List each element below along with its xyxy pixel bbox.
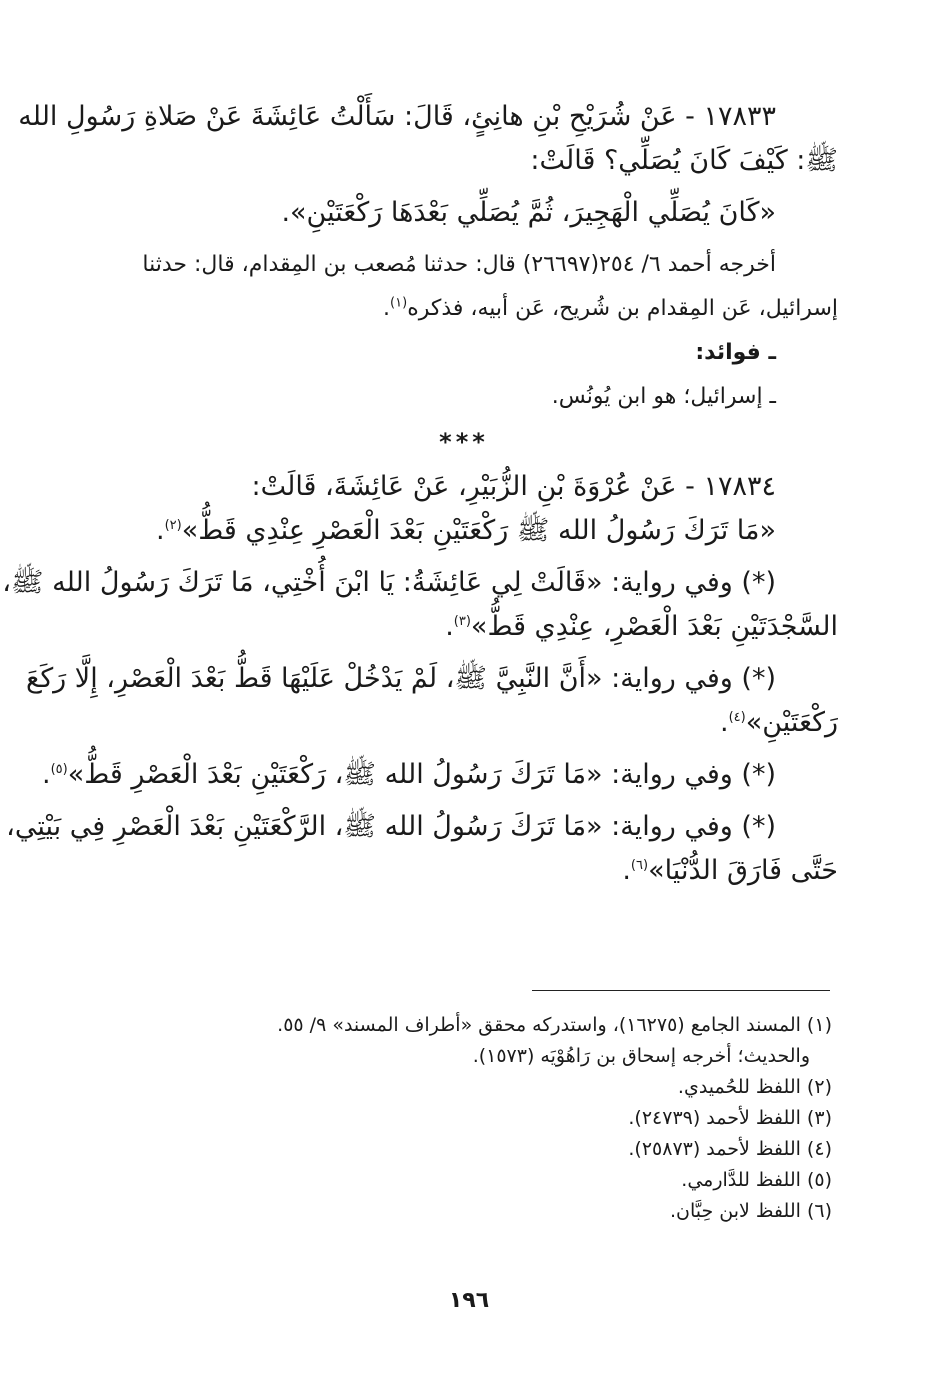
footnote-6: (٦) اللفظ لابن حِبَّان. — [669, 1200, 832, 1222]
riwaya-4-line-2-text: حَتَّى فَارَقَ الدُّنْيَا» — [648, 855, 838, 886]
riwaya-4-end: . — [622, 855, 631, 886]
riwaya-2-line-2-text: رَكْعَتَيْنِ» — [745, 707, 838, 738]
riwaya-3-end: . — [42, 759, 51, 790]
riwaya-2-end: . — [719, 707, 729, 738]
section-separator: *** — [439, 428, 489, 456]
footnote-2: (٢) اللفظ للحُميدي. — [677, 1076, 832, 1098]
hadith-17834-line-2-text: «مَا تَرَكَ رَسُولُ الله ﷺ رَكْعَتَيْنِ بَعْدَ الْعَصْرِ عِنْدِي قَطُّ» — [181, 515, 776, 546]
riwaya-4-line-1: (*) وفي رواية: «مَا تَرَكَ رَسُولُ الله ﷺ، الرَّكْعَتَيْنِ بَعْدَ الْعَصْرِ فِي بَيْتِي، — [6, 811, 776, 842]
footnotes — [120, 1010, 832, 1227]
main-text — [2, 95, 838, 893]
footnote-divider — [532, 990, 830, 991]
footnote-1-continued: والحديث؛ أخرجه إسحاق بن رَاهُوْيَه (١٥٧٣). — [472, 1045, 810, 1067]
riwaya-2-line-2 — [90, 701, 838, 745]
hadith-17833-line-1: ١٧٨٣٣ - عَنْ شُرَيْحِ بْنِ هانِئٍ، قَالَ: سَأَلْتُ عَائِشَةَ عَنْ صَلاةِ رَسُولِ الله — [18, 101, 776, 132]
takhrij-line-2 — [90, 287, 838, 331]
riwaya-3-line-1 — [42, 753, 838, 797]
riwaya-1-line-2-text: السَّجْدَتَيْنِ بَعْدَ الْعَصْرِ، عِنْدِي قَطُّ» — [470, 611, 838, 642]
riwaya-2-line-1: (*) وفي رواية: «أَنَّ النَّبِيَّ ﷺ، لَمْ يَدْخُلْ عَلَيْهَا قَطُّ بَعْدَ الْعَصْرِ، إِلَّا رَكَعَ — [25, 663, 776, 694]
riwaya-1-line-2 — [90, 605, 838, 649]
footnote-ref-6[interactable]: (٦) — [630, 858, 649, 873]
riwaya-3-text: (*) وفي رواية: «مَا تَرَكَ رَسُولُ الله ﷺ، رَكْعَتَيْنِ بَعْدَ الْعَصْرِ قَطُّ» — [67, 759, 776, 790]
riwaya-1-end: . — [445, 611, 454, 642]
riwaya-4-line-2 — [90, 849, 838, 893]
takhrij-line-2-text: إسرائيل، عَن المِقدام بن شُريح، عَن أبيه، فذكره — [407, 296, 838, 321]
footnote-ref-2[interactable]: (٢) — [164, 518, 182, 533]
footnote-ref-4[interactable]: (٤) — [728, 710, 746, 725]
footnote-ref-3[interactable]: (٣) — [453, 614, 471, 629]
footnote-ref-1[interactable]: (١) — [390, 295, 408, 311]
hadith-17833-line-2: ﷺ: كَيْفَ كَانَ يُصَلِّي؟ قَالَتْ: — [530, 145, 838, 176]
hadith-17833-matn: «كَانَ يُصَلِّي الْهَجِيرَ، ثُمَّ يُصَلِّي بَعْدَهَا رَكْعَتَيْنِ». — [281, 197, 776, 228]
riwaya-1-line-1: (*) وفي رواية: «قَالَتْ لِي عَائِشَةُ: يَا ابْنَ أُخْتِي، مَا تَرَكَ رَسُولُ الله ﷺ، — [2, 567, 776, 598]
fawaid-label: ـ فوائد: — [695, 340, 776, 365]
footnote-1: (١) المسند الجامع (١٦٢٧٥)، واستدركه محقق «أطراف المسند» ٩/ ٥٥. — [277, 1014, 832, 1036]
hadith-17834-line-2 — [90, 509, 838, 553]
footnote-3: (٣) اللفظ لأحمد (٢٤٧٣٩). — [628, 1107, 832, 1129]
hadith-17834-line-2-end: . — [156, 515, 165, 546]
takhrij-line-1: أخرجه أحمد ٦/ ٢٥٤(٢٦٦٩٧) قال: حدثنا مُصعب بن المِقدام، قال: حدثنا — [142, 252, 776, 277]
footnote-5: (٥) اللفظ للدَّارمي. — [681, 1169, 832, 1191]
footnote-ref-5[interactable]: (٥) — [50, 762, 68, 777]
takhrij-line-2-end: . — [383, 296, 391, 321]
footnote-4: (٤) اللفظ لأحمد (٢٥٨٧٣). — [628, 1138, 832, 1160]
fawaid-item: ـ إسرائيل؛ هو ابن يُونُس. — [551, 384, 776, 409]
hadith-17834-line-1: ١٧٨٣٤ - عَنْ عُرْوَةَ بْنِ الزُّبَيْرِ، عَنْ عَائِشَةَ، قَالَتْ: — [251, 471, 776, 502]
page-number: ١٩٦ — [448, 1288, 490, 1313]
